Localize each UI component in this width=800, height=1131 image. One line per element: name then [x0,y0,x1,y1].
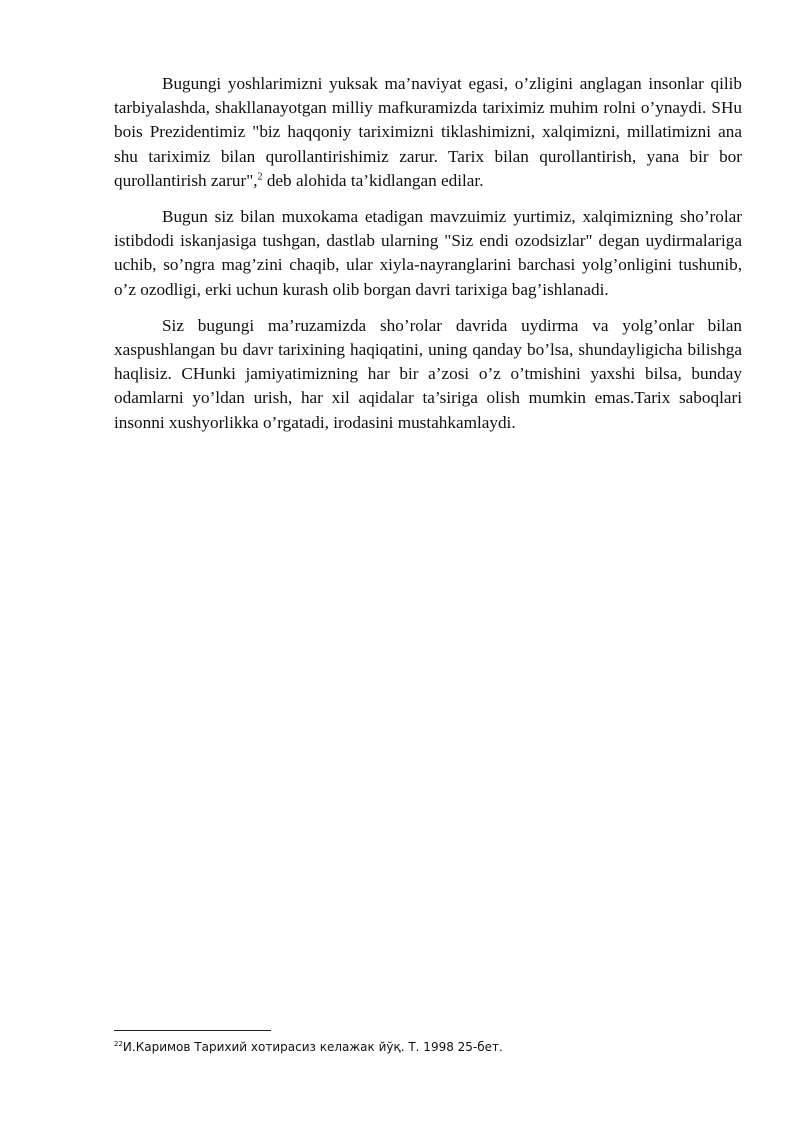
document-body [114,72,742,447]
footnote [114,1039,742,1055]
footnote-marker: 22 [114,1040,123,1048]
paragraph-2: Bugun siz bilan muxokama etadigan mavzuimiz yurtimiz, xalqimizning sho’rolar istibdodi iskanjasiga tushgan, dastlab ularning "Siz endi ozodsizlar" degan uydirmalariga uchib, so’ngra mag’zini chaqib, ular xiyla-nayranglarini barchasi yolg’onligini tushunib, o’z ozodligi, erki uchun kurash olib borgan davri tarixiga bag’ishlanadi. [114,207,742,299]
paragraph-1 [114,72,742,193]
paragraph-1-text-end: deb alohida ta’kidlangan edilar. [262,170,484,190]
paragraph-3: Siz bugungi ma’ruzamizda sho’rolar davrida uydirma va yolg’onlar bilan xaspushlangan bu davr tarixining haqiqatini, uning qanday bo’lsa, shundayligicha bilishga haqlisiz. CHunki jamiyatimizning har bir a’zosi o’z o’tmishini yaxshi bilsa, bunday odamlarni yo’ldan urish, har xil aqidalar ta’siriga olish mumkin emas.Tarix saboqlari insonni xushyorlikka o’rgatadi, irodasini mustahkamlaydi. [114,315,742,432]
paragraph-1-text: Bugungi yoshlarimizni yuksak ma’naviyat egasi, o’zligini anglagan insonlar qilib tarbiyalashda, shakllanayotgan milliy mafkuramizda tariximiz muhim rolni o’ynaydi. SHu bois Prezidentimiz "biz haqqoniy tariximizni tiklashimizni, xalqimizni, millatimizni ana shu tariximiz bilan qurollantirishimiz zarur. Tarix bilan qurollantirish, yana bir bor qurollantirish zarur", [114,74,742,190]
footnote-reference[interactable]: 2 [257,171,263,183]
footnote-separator [114,1030,271,1031]
footnote-text: И.Каримов Тарихий хотирасиз келажак йўқ. Т. 1998 25-бет. [122,1040,503,1054]
